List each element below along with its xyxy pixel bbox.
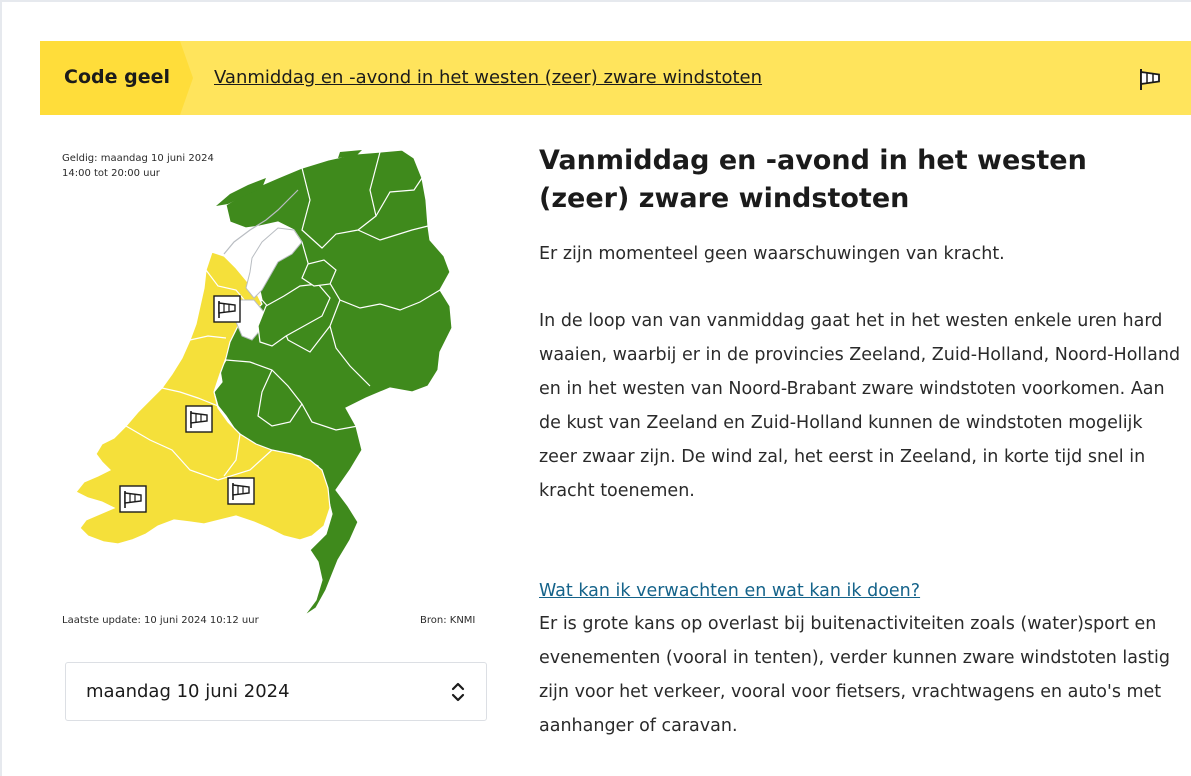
warning-map bbox=[40, 130, 500, 640]
no-warnings-text: Er zijn momenteel geen waarschuwingen van kracht. bbox=[539, 244, 1005, 264]
map-region-green bbox=[214, 150, 452, 616]
map-source: Bron: KNMI bbox=[420, 615, 476, 626]
map-last-update: Laatste update: 10 juni 2024 10:12 uur bbox=[62, 615, 259, 626]
map-validity-time: 14:00 tot 20:00 uur bbox=[62, 168, 160, 179]
map-validity bbox=[62, 151, 214, 181]
map-windsock-icon-north bbox=[214, 296, 240, 322]
date-select-value: maandag 10 juni 2024 bbox=[86, 681, 290, 702]
map-windsock-icon-south bbox=[228, 478, 254, 504]
windsock-icon bbox=[1137, 66, 1163, 92]
chevron-up-down-icon bbox=[448, 681, 468, 703]
page-border-top bbox=[0, 0, 1191, 2]
code-level-label: Code geel bbox=[64, 66, 170, 88]
faq-link[interactable]: Wat kan ik verwachten en wat kan ik doen? bbox=[539, 581, 921, 601]
date-select[interactable] bbox=[65, 662, 487, 721]
warning-title-link[interactable]: Vanmiddag en -avond in het westen (zeer) zware windstoten bbox=[214, 67, 763, 88]
expectation-text: Er is grote kans op overlast bij buitenactiviteiten zoals (water)sport en evenementen (vooral in tenten), verder kunnen zware windstoten lastig zijn voor het verkeer, vooral voor fietsers, vrachtwagens en auto's met aanhanger of caravan. bbox=[539, 614, 1170, 736]
map-validity-date: Geldig: maandag 10 juni 2024 bbox=[62, 153, 214, 164]
warning-banner[interactable] bbox=[40, 41, 1191, 115]
map-windsock-icon-southwest bbox=[120, 486, 146, 512]
page-border-left bbox=[0, 0, 2, 776]
netherlands-map bbox=[40, 130, 500, 640]
map-windsock-icon-west bbox=[186, 406, 212, 432]
warning-description: In de loop van van vanmiddag gaat het in het westen enkele uren hard waaien, waarbij er in de provincies Zeeland, Zuid-Holland, Noord-Holland en in het westen van Noord-Brabant zware windstoten voorkomen. Aan de kust van Zeeland en Zuid-Holland kunnen de windstoten mogelijk zeer zwaar zijn. De wind zal, het eerst in Zeeland, in korte tijd snel in kracht toenemen. bbox=[539, 311, 1181, 501]
warning-heading: Vanmiddag en -avond in het westen (zeer) zware windstoten bbox=[539, 145, 1087, 214]
